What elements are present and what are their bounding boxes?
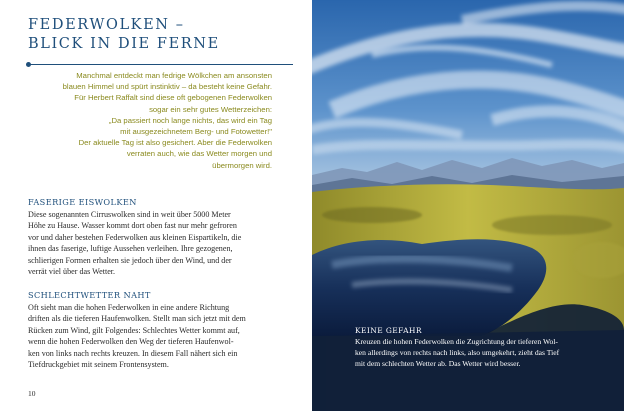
body-line: wenn die hohen Federwolken den Weg der tieferen Haufenwol- [28, 337, 234, 347]
body-line: Tiefdruckgebiet mit seinem Frontensystem. [28, 360, 169, 370]
intro-paragraph [28, 70, 272, 171]
title-line-2: BLICK IN DIE FERNE [28, 36, 220, 52]
caption-body [355, 337, 617, 369]
section-heading: SCHLECHTWETTER NAHT [28, 290, 151, 300]
caption-heading: KEINE GEFAHR [355, 326, 422, 335]
caption-line: ken allerdings von rechts nach links, also umgekehrt, zieht das Tief [355, 347, 560, 357]
title-line-1: FEDERWOLKEN – [28, 17, 185, 33]
body-line: Höhe zu Hause. Wasser kommt dort oben fast nur mehr gefroren [28, 221, 237, 231]
title-divider [28, 64, 293, 65]
intro-line: „Da passiert noch lange nichts, das wird ein Tag [108, 115, 272, 125]
intro-line: Manchmal entdeckt man fedrige Wölkchen am ansonsten [76, 71, 272, 80]
body-line: verrät viel über das Wetter. [28, 267, 116, 277]
body-line: schlierigen Formen erhalten sie jedoch über den Wind, und der [28, 255, 232, 265]
intro-line: Für Herbert Raffalt sind diese oft gebogenen Federwolken [74, 93, 272, 103]
section-faserige-eiswolken [28, 197, 290, 277]
intro-line: blauen Himmel und spürt instinktiv – da besteht keine Gefahr. [62, 82, 272, 92]
caption-line: Kreuzen die hohen Federwolken die Zugrichtung der tieferen Wol- [355, 337, 558, 346]
photo-caption [355, 326, 617, 369]
intro-line: Der aktuelle Tag ist also gesichert. Aber die Federwolken [78, 138, 272, 148]
intro-line: übermorgen wird. [212, 160, 272, 170]
section-body [28, 302, 290, 370]
intro-line: mit ausgezeichnetem Berg- und Fotowetter!" [120, 127, 272, 137]
body-line: ihnen das faserige, luftige Aussehen verleihen. Ihre gezogenen, [28, 244, 233, 254]
section-schlechtwetter-naht [28, 290, 290, 370]
body-line: ken von links nach rechts kreuzen. In diesem Fall nähert sich ein [28, 348, 238, 358]
body-line: Diese sogenannten Cirruswolken sind in weit über 5000 Meter [28, 210, 231, 219]
caption-line: mit dem schlechten Wetter ab. Das Wetter wird besser. [355, 358, 521, 368]
intro-line: verraten auch, wie das Wetter morgen und [126, 149, 272, 159]
intro-line: sogar ein sehr gutes Wetterzeichen: [149, 104, 272, 114]
section-heading: FASERIGE EISWOLKEN [28, 197, 137, 207]
body-line: vor und daher bestehen Federwolken aus kleinen Eispartikeln, die [28, 232, 242, 242]
body-line: Rücken zum Wind, gilt Folgendes: Schlechtes Wetter kommt auf, [28, 325, 240, 335]
section-body [28, 209, 290, 277]
page-title [28, 16, 220, 54]
body-line: driften als die tieferen Haufenwolken. Stellt man sich jetzt mit dem [28, 314, 246, 324]
page-number: 10 [28, 389, 36, 398]
body-line: Oft sieht man die hohen Federwolken in eine andere Richtung [28, 303, 230, 312]
